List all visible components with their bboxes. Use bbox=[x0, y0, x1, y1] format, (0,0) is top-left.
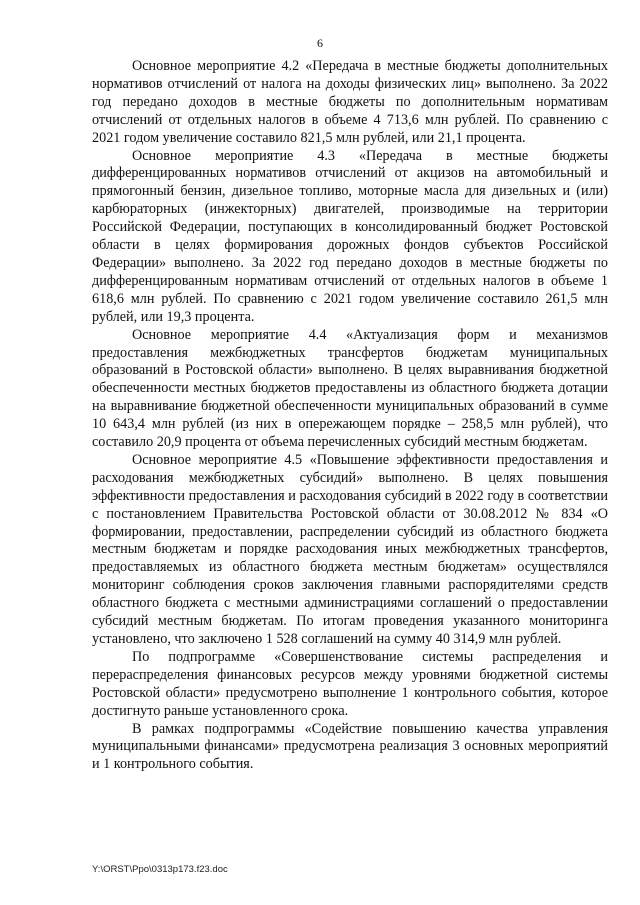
paragraph-measure-4-3: Основное мероприятие 4.3 «Передача в местные бюджеты дифференцированных нормативов отчислений от акцизов на автомобильный и прямогонный бензин, дизельное топливо, моторные масла для дизельных и (или) карбюраторных (инжекторных) двигателей, производимые на территории Российской Федерации, поступающих в консолидированный бюджет Ростовской области в целях формирования дорожных фондов субъектов Российской Федерации» выполнено. За 2022 год передано доходов в местные бюджеты по дифференцированным нормативам отчислений от отдельных налогов в объеме 1 618,6 млн рублей. По сравнению с 2021 годом увеличение составило 261,5 млн рублей, или 19,3 процента. bbox=[92, 147, 608, 325]
file-path-footer: Y:\ORST\Ppo\0313p173.f23.doc bbox=[92, 864, 228, 875]
paragraph-measure-4-5: Основное мероприятие 4.5 «Повышение эффективности предоставления и расходования межбюджетных субсидий» выполнено. В целях повышения эффективности предоставления и расходования субсидий в 2022 году в соответствии с постановлением Правительства Ростовской области от 30.08.2012 № 834 «О формировании, предоставлении, распределении субсидий из областного бюджета местным бюджетам и порядке расходования иных межбюджетных трансфертов, предоставляемых из областного бюджета местным бюджетам» осуществлялся мониторинг соблюдения сроков заключения главными распорядителями средств областного бюджета с местными администрациями соглашений о предоставлении субсидий местным бюджетам. По итогам проведения указанного мониторинга установлено, что заключено 1 528 соглашений на сумму 40 314,9 млн рублей. bbox=[92, 451, 608, 647]
page-number: 6 bbox=[317, 36, 323, 50]
paragraph-subprogram-municipal-finance: В рамках подпрограммы «Содействие повышению качества управления муниципальными финансами» предусмотрена реализация 3 основных мероприятий и 1 контрольного события. bbox=[92, 720, 608, 773]
document-body bbox=[92, 58, 608, 774]
paragraph-subprogram-distribution: По подпрограмме «Совершенствование системы распределения и перераспределения финансовых ресурсов между уровнями бюджетной системы Ростовской области» предусмотрено выполнение 1 контрольного события, которое достигнуто раньше установленного срока. bbox=[92, 648, 608, 719]
paragraph-measure-4-2: Основное мероприятие 4.2 «Передача в местные бюджеты дополнительных нормативов отчислений от налога на доходы физических лиц» выполнено. За 2022 год передано доходов в местные бюджеты по дополнительным нормативам отчислений от отдельных налогов в объеме 4 713,6 млн рублей. По сравнению с 2021 годом увеличение составило 821,5 млн рублей, или 21,1 процента. bbox=[92, 58, 608, 146]
paragraph-measure-4-4: Основное мероприятие 4.4 «Актуализация форм и механизмов предоставления межбюджетных трансфертов бюджетам муниципальных образований в Ростовской области» выполнено. В целях выравнивания бюджетной обеспеченности местных бюджетов предоставлены из областного бюджета дотации на выравнивание бюджетной обеспеченности муниципальных образований в сумме 10 643,4 млн рублей (из них в опережающем порядке – 258,5 млн рублей), что составило 20,9 процента от объема перечисленных субсидий местным бюджетам. bbox=[92, 326, 608, 451]
